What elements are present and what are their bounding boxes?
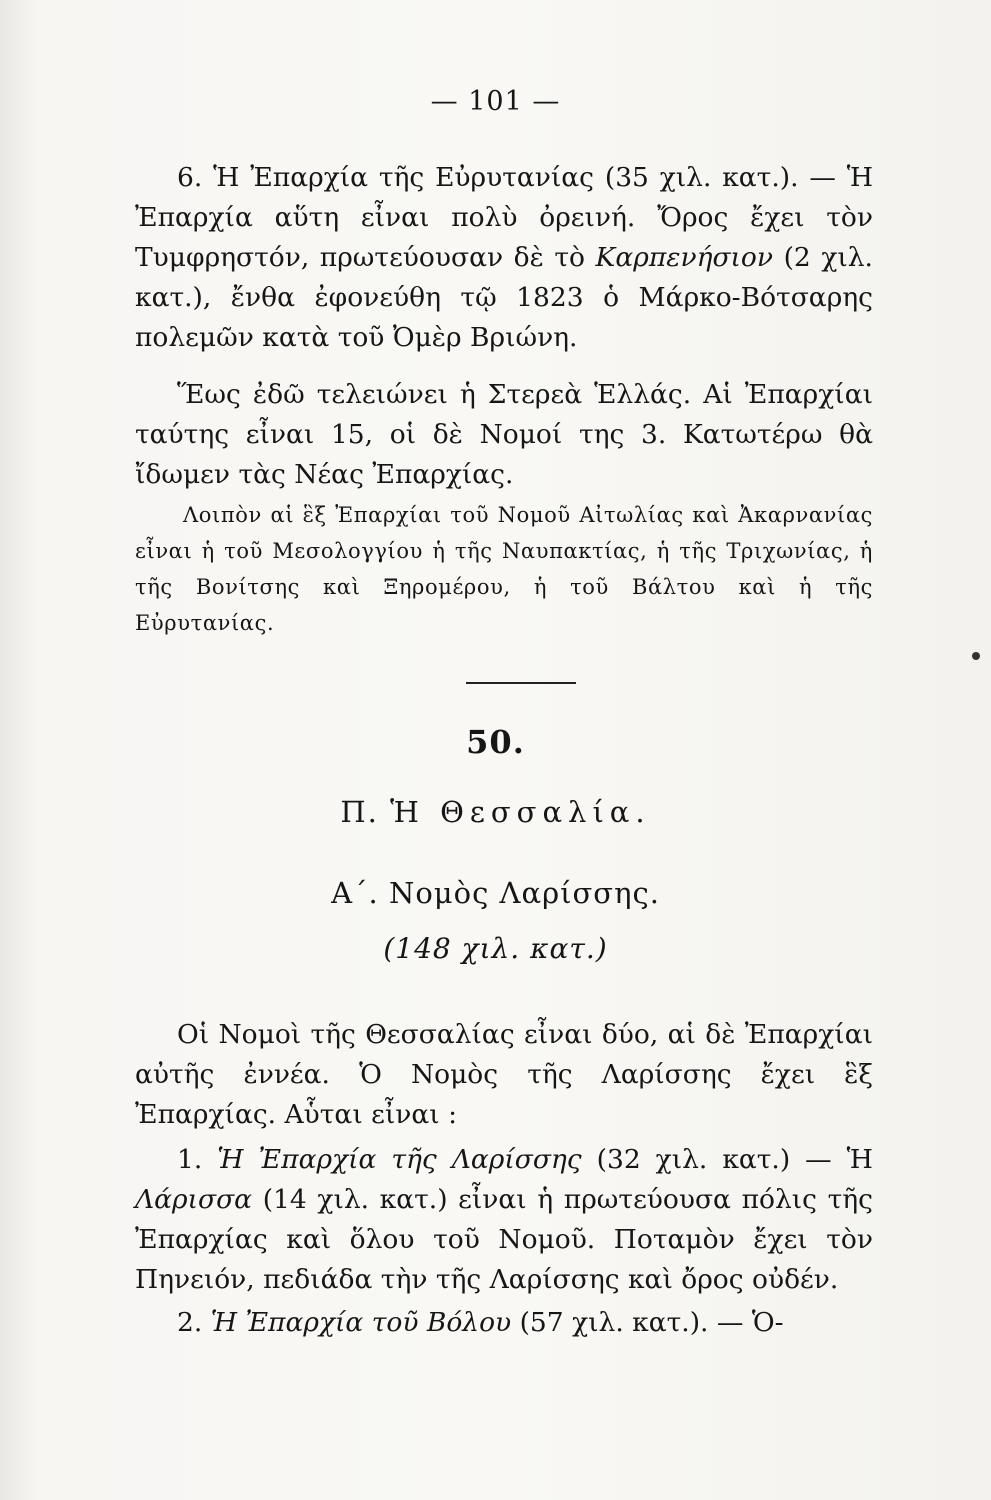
item-number: 6. (177, 162, 203, 193)
item-text-b: (14 χιλ. κατ.) εἶναι ἡ πρωτεύουσα πόλις τῆς Ἐπαρχίας καὶ ὅλου τοῦ Νομοῦ. Ποταμὸν ἔχει τὸν Πηνειόν, πεδιάδα τὴν τῆς Λαρίσσης καὶ ὄρος οὐδέν. (135, 1184, 873, 1295)
paragraph-eurytania (135, 158, 873, 358)
item-number: 1. (177, 1144, 203, 1175)
section-number: 50. (466, 723, 525, 761)
paragraph-larisa (135, 1140, 873, 1300)
capital-name: Καρπενήσιον (595, 242, 773, 273)
item-text-a: Ἡ (846, 1144, 873, 1175)
paragraph-text (135, 158, 873, 358)
item-title: Ἡ Ἐπαρχία τοῦ Βόλου (210, 1307, 512, 1338)
section-title (0, 795, 991, 829)
item-text-b: (2 χιλ. κατ.), ἔνθα ἐφονεύθη τῷ 1823 ὁ Μάρκο-Βότσαρης πολεμῶν κατὰ τοῦ Ὀμὲρ Βριώνη. (135, 242, 873, 353)
item-population: (57 χιλ. κατ.). — Ὁ- (519, 1307, 784, 1338)
item-text-a: Ἡ Ἐπαρχία αὕτη εἶναι πολὺ ὀρεινή. Ὄρος ἔχει τὸν Τυμφρηστόν, πρωτεύουσαν δὲ τὸ (135, 162, 873, 273)
ink-speck (972, 652, 980, 660)
item-title: Ἡ Ἐπαρχία τῆς Εὐρυτανίας (213, 162, 595, 193)
section-divider (466, 682, 576, 684)
section-title-text: Ἡ Θεσσαλία. (390, 795, 651, 829)
paragraph-volos (135, 1303, 873, 1343)
capital-name: Λάρισσα (135, 1184, 253, 1215)
paragraph-text: Λοιπὸν αἱ ἓξ Ἐπαρχίαι τοῦ Νομοῦ Αἰτωλίας καὶ Ἀκαρνανίας εἶναι ἡ τοῦ Μεσολογγίου ἡ τῆς Ναυπακτίας, ἡ τῆς Τριχωνίας, ἡ τῆς Βονίτσης καὶ Ξηρομέρου, ἡ τοῦ Βάλτου καὶ ἡ τῆς Εὐρυτανίας. (135, 503, 873, 635)
paragraph-text: Ἕως ἐδῶ τελειώνει ἡ Στερεὰ Ἑλλάς. Αἱ Ἐπαρχίαι ταύτης εἶναι 15, οἱ δὲ Νομοί της 3. Κατωτέρω θὰ ἴδωμεν τὰς Νέας Ἐπαρχίας. (135, 379, 873, 490)
paragraph-text (135, 1303, 873, 1343)
page-number: — 101 — (430, 86, 561, 117)
item-population: (32 χιλ. κατ.) — (596, 1144, 832, 1175)
paragraph-text (135, 1140, 873, 1300)
paragraph-text: Οἱ Νομοὶ τῆς Θεσσαλίας εἶναι δύο, αἱ δὲ Ἐπαρχίαι αὐτῆς ἐννέα. Ὁ Νομὸς τῆς Λαρίσσης ἔχει ἓξ Ἐπαρχίας. Αὗται εἶναι : (135, 1019, 873, 1130)
section-subtitle: Α΄. Νομὸς Λαρίσσης. (331, 876, 660, 910)
paragraph-sterea-ellas (135, 375, 873, 495)
item-dash: — (809, 162, 836, 193)
paragraph-thessaly-intro (135, 1015, 873, 1135)
item-number: 2. (177, 1307, 203, 1338)
item-title: Ἡ Ἐπαρχία τῆς Λαρίσσης (217, 1144, 582, 1175)
item-population: (35 χιλ. κατ.). (604, 162, 799, 193)
paragraph-note-aitolia (135, 497, 873, 641)
section-title-prefix: Π. (340, 795, 379, 829)
section-population: (148 χιλ. κατ.) (383, 932, 608, 965)
